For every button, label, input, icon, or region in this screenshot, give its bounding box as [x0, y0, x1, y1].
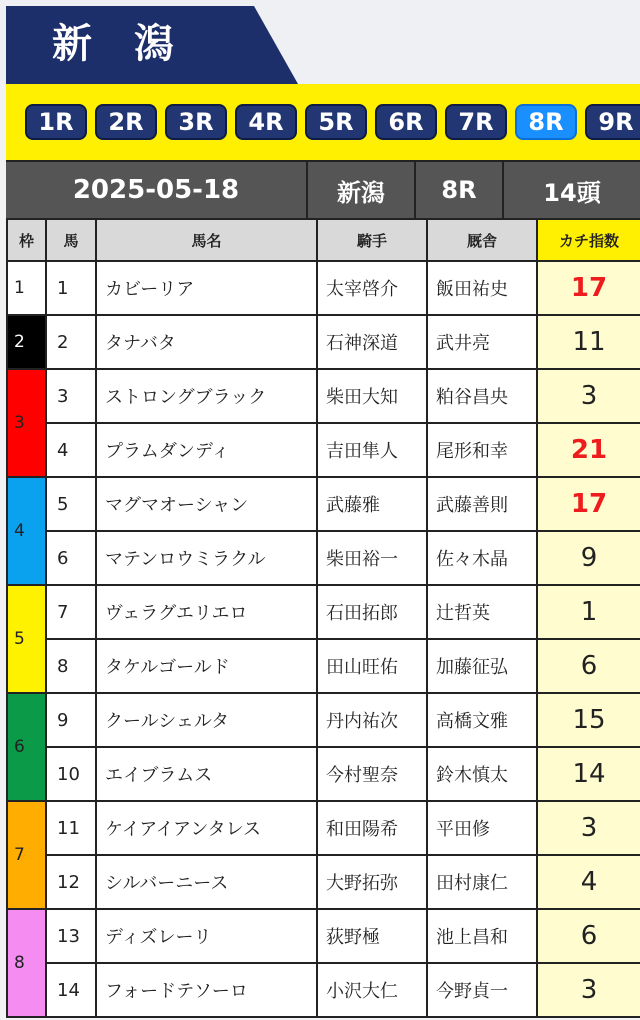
score-cell: 11 — [537, 315, 640, 369]
score-cell: 3 — [537, 801, 640, 855]
waku-cell: 3 — [7, 369, 46, 477]
trainer-cell: 辻哲英 — [427, 585, 537, 639]
score-cell: 3 — [537, 963, 640, 1017]
horse-name-cell: ディズレーリ — [96, 909, 317, 963]
score-cell: 3 — [537, 369, 640, 423]
waku-cell: 1 — [7, 261, 46, 315]
race-button-8r[interactable]: 8R — [515, 104, 577, 140]
umaban-cell: 3 — [46, 369, 96, 423]
jockey-cell: 今村聖奈 — [317, 747, 427, 801]
waku-cell: 5 — [7, 585, 46, 693]
header-umaban: 馬 — [46, 219, 96, 261]
trainer-cell: 尾形和幸 — [427, 423, 537, 477]
race-number: 8R — [416, 162, 504, 218]
umaban-cell: 5 — [46, 477, 96, 531]
waku-cell: 8 — [7, 909, 46, 1017]
table-header-row — [7, 219, 640, 261]
horse-name-cell: タナバタ — [96, 315, 317, 369]
race-button-7r[interactable]: 7R — [445, 104, 507, 140]
race-button-3r[interactable]: 3R — [165, 104, 227, 140]
entries-table — [6, 218, 640, 1018]
umaban-cell: 7 — [46, 585, 96, 639]
umaban-cell: 8 — [46, 639, 96, 693]
jockey-cell: 荻野極 — [317, 909, 427, 963]
trainer-cell: 加藤征弘 — [427, 639, 537, 693]
trainer-cell: 田村康仁 — [427, 855, 537, 909]
race-info-bar — [6, 160, 640, 218]
score-cell: 21 — [537, 423, 640, 477]
race-button-group — [25, 104, 640, 140]
trainer-cell: 飯田祐史 — [427, 261, 537, 315]
table-row[interactable] — [7, 261, 640, 315]
jockey-cell: 石田拓郎 — [317, 585, 427, 639]
score-cell: 6 — [537, 909, 640, 963]
jockey-cell: 丹内祐次 — [317, 693, 427, 747]
horse-name-cell: シルバーニース — [96, 855, 317, 909]
trainer-cell: 佐々木晶 — [427, 531, 537, 585]
umaban-cell: 12 — [46, 855, 96, 909]
waku-cell: 2 — [7, 315, 46, 369]
horse-name-cell: フォードテソーロ — [96, 963, 317, 1017]
header-jockey: 騎手 — [317, 219, 427, 261]
waku-cell: 4 — [7, 477, 46, 585]
header-waku: 枠 — [7, 219, 46, 261]
score-cell: 17 — [537, 261, 640, 315]
table-row[interactable] — [7, 477, 640, 531]
race-button-1r[interactable]: 1R — [25, 104, 87, 140]
table-row[interactable] — [7, 855, 640, 909]
trainer-cell: 高橋文雅 — [427, 693, 537, 747]
entries-body — [7, 261, 640, 1017]
umaban-cell: 9 — [46, 693, 96, 747]
score-cell: 4 — [537, 855, 640, 909]
header-trainer: 厩舎 — [427, 219, 537, 261]
race-date: 2025-05-18 — [6, 162, 308, 218]
trainer-cell: 今野貞一 — [427, 963, 537, 1017]
jockey-cell: 柴田裕一 — [317, 531, 427, 585]
score-cell: 6 — [537, 639, 640, 693]
trainer-cell: 武井亮 — [427, 315, 537, 369]
jockey-cell: 大野拓弥 — [317, 855, 427, 909]
jockey-cell: 石神深道 — [317, 315, 427, 369]
trainer-cell: 武藤善則 — [427, 477, 537, 531]
race-button-4r[interactable]: 4R — [235, 104, 297, 140]
score-cell: 17 — [537, 477, 640, 531]
race-button-2r[interactable]: 2R — [95, 104, 157, 140]
jockey-cell: 小沢大仁 — [317, 963, 427, 1017]
jockey-cell: 吉田隼人 — [317, 423, 427, 477]
table-row[interactable] — [7, 963, 640, 1017]
runner-count: 14頭 — [543, 178, 601, 207]
trainer-cell: 池上昌和 — [427, 909, 537, 963]
waku-cell: 6 — [7, 693, 46, 801]
race-selector-bar — [6, 84, 640, 160]
score-cell: 1 — [537, 585, 640, 639]
score-cell: 15 — [537, 693, 640, 747]
horse-name-cell: エイブラムス — [96, 747, 317, 801]
table-row[interactable] — [7, 369, 640, 423]
jockey-cell: 田山旺佑 — [317, 639, 427, 693]
score-cell: 9 — [537, 531, 640, 585]
table-row[interactable] — [7, 909, 640, 963]
score-cell: 14 — [537, 747, 640, 801]
table-row[interactable] — [7, 423, 640, 477]
table-row[interactable] — [7, 531, 640, 585]
jockey-cell: 和田陽希 — [317, 801, 427, 855]
jockey-cell: 柴田大知 — [317, 369, 427, 423]
table-row[interactable] — [7, 315, 640, 369]
race-button-6r[interactable]: 6R — [375, 104, 437, 140]
venue-title: 新潟 — [52, 21, 216, 67]
horse-name-cell: ストロングブラック — [96, 369, 317, 423]
table-row[interactable] — [7, 585, 640, 639]
horse-name-cell: カビーリア — [96, 261, 317, 315]
table-row[interactable] — [7, 801, 640, 855]
horse-name-cell: マテンロウミラクル — [96, 531, 317, 585]
horse-name-cell: ヴェラグエリエロ — [96, 585, 317, 639]
umaban-cell: 11 — [46, 801, 96, 855]
horse-name-cell: クールシェルタ — [96, 693, 317, 747]
umaban-cell: 1 — [46, 261, 96, 315]
horse-name-cell: ケイアイアンタレス — [96, 801, 317, 855]
trainer-cell: 粕谷昌央 — [427, 369, 537, 423]
trainer-cell: 平田修 — [427, 801, 537, 855]
jockey-cell: 太宰啓介 — [317, 261, 427, 315]
umaban-cell: 6 — [46, 531, 96, 585]
umaban-cell: 2 — [46, 315, 96, 369]
race-venue: 新潟 — [308, 162, 416, 218]
table-row[interactable] — [7, 639, 640, 693]
header-horse-name: 馬名 — [96, 219, 317, 261]
table-row[interactable] — [7, 693, 640, 747]
race-button-5r[interactable]: 5R — [305, 104, 367, 140]
jockey-cell: 武藤雅 — [317, 477, 427, 531]
table-row[interactable] — [7, 747, 640, 801]
umaban-cell: 4 — [46, 423, 96, 477]
race-button-9r[interactable]: 9R — [585, 104, 640, 140]
umaban-cell: 10 — [46, 747, 96, 801]
header-score: カチ指数 — [537, 219, 640, 261]
waku-cell: 7 — [7, 801, 46, 909]
umaban-cell: 14 — [46, 963, 96, 1017]
horse-name-cell: タケルゴールド — [96, 639, 317, 693]
horse-name-cell: プラムダンディ — [96, 423, 317, 477]
umaban-cell: 13 — [46, 909, 96, 963]
horse-name-cell: マグマオーシャン — [96, 477, 317, 531]
trainer-cell: 鈴木慎太 — [427, 747, 537, 801]
